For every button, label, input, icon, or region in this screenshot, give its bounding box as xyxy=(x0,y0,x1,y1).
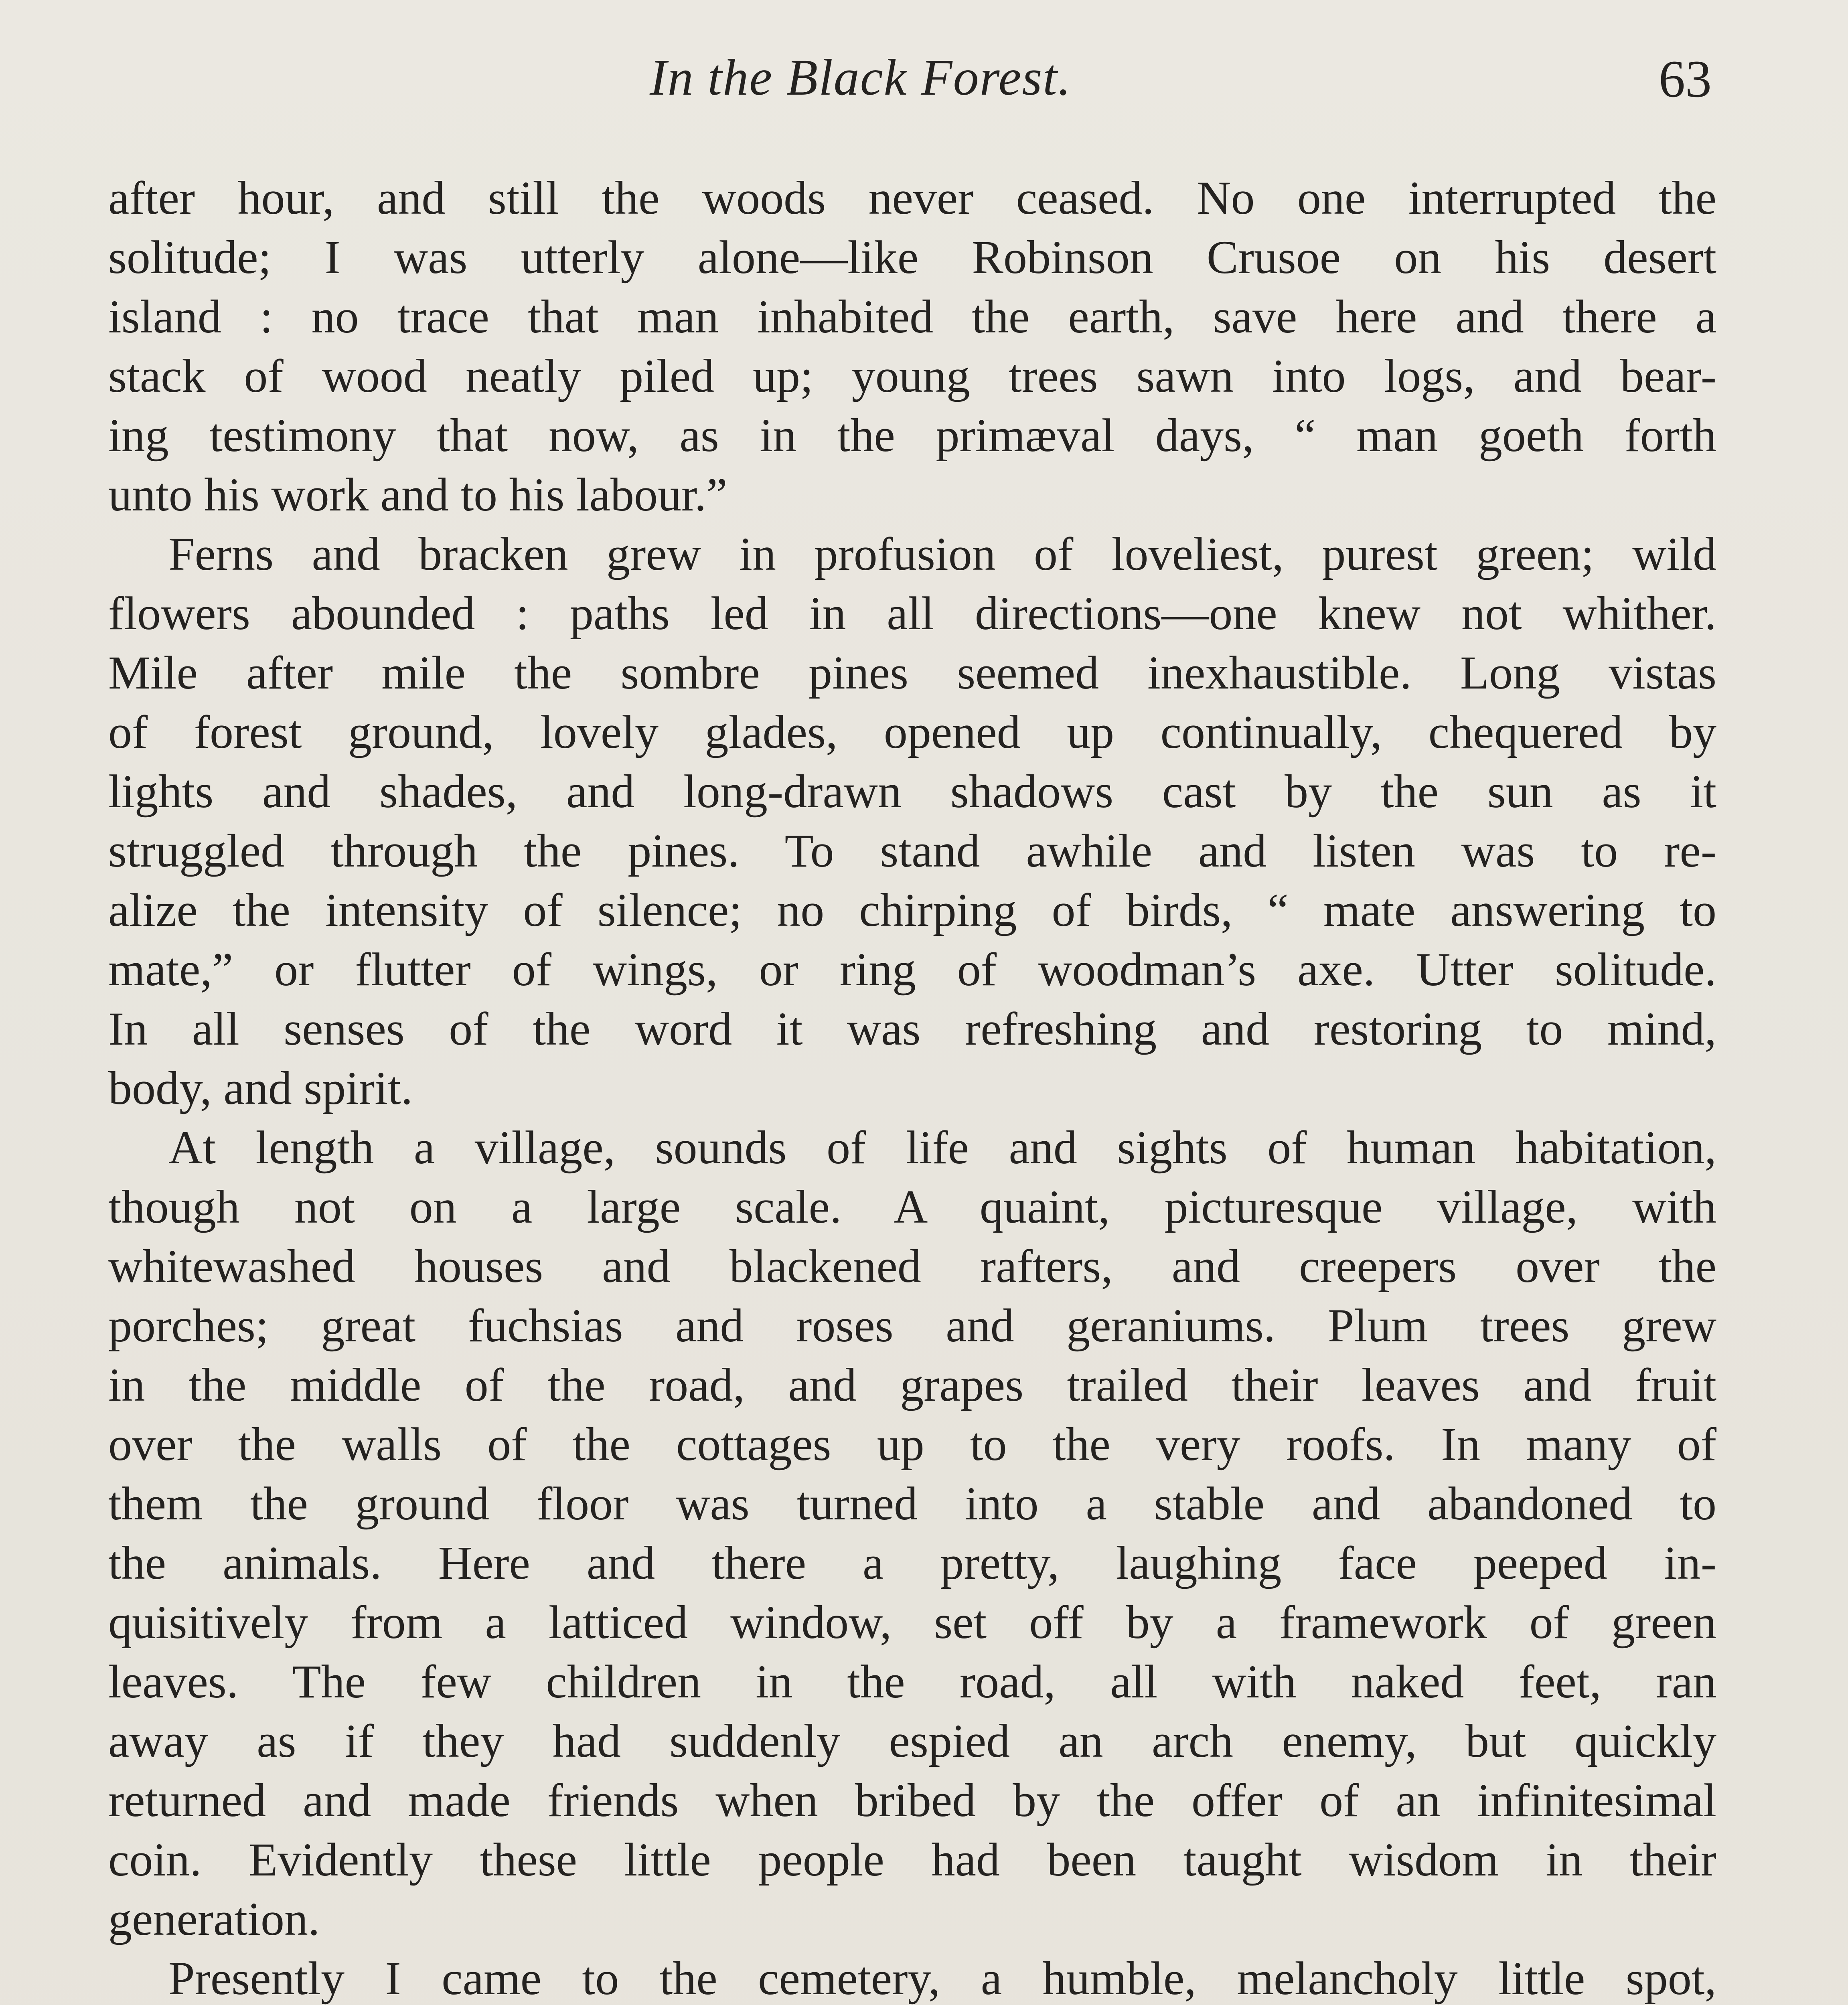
text-line: unto his work and to his labour.” xyxy=(108,468,727,521)
text-line: generation. xyxy=(108,1893,320,1945)
text-line: Presently I came to the cemetery, a humble, melancholy little spot, xyxy=(168,1952,1716,2005)
text-line: mate,” or flutter of wings, or ring of woodman’s axe. Utter solitude. xyxy=(108,943,1716,996)
text-line: whitewashed houses and blackened rafters, and creepers over the xyxy=(108,1240,1716,1292)
running-title: In the Black Forest. xyxy=(650,49,1072,106)
text-line: leaves. The few children in the road, all with naked feet, ran xyxy=(108,1655,1716,1708)
text-line: them the ground floor was turned into a stable and abandoned to xyxy=(108,1477,1716,1530)
text-line: Mile after mile the sombre pines seemed inexhaustible. Long vistas xyxy=(108,646,1716,699)
text-line: returned and made friends when bribed by the offer of an infinitesimal xyxy=(108,1774,1716,1827)
text-line: coin. Evidently these little people had been taught wisdom in their xyxy=(108,1833,1716,1886)
text-line: porches; great fuchsias and roses and geraniums. Plum trees grew xyxy=(108,1299,1716,1352)
text-line: in the middle of the road, and grapes trailed their leaves and fruit xyxy=(108,1359,1716,1411)
text-line: alize the intensity of silence; no chirping of birds, “ mate answering to xyxy=(108,884,1716,936)
text-line: At length a village, sounds of life and sights of human habitation, xyxy=(168,1121,1716,1174)
text-line: ing testimony that now, as in the primæval days, “ man goeth forth xyxy=(108,409,1716,462)
text-line: body, and spirit. xyxy=(108,1062,413,1114)
text-line: the animals. Here and there a pretty, laughing face peeped in- xyxy=(108,1537,1716,1589)
page-number: 63 xyxy=(1659,49,1712,108)
text-line: In all senses of the word it was refreshing and restoring to mind, xyxy=(108,1003,1716,1055)
text-line: over the walls of the cottages up to the very roofs. In many of xyxy=(108,1418,1716,1470)
text-line: though not on a large scale. A quaint, picturesque village, with xyxy=(108,1181,1716,1233)
text-line: after hour, and still the woods never ceased. No one interrupted the xyxy=(108,172,1716,224)
text-line: flowers abounded : paths led in all directions—one knew not whither. xyxy=(108,587,1716,640)
text-line: island : no trace that man inhabited the earth, save here and there a xyxy=(108,290,1716,343)
body-text xyxy=(108,168,1716,2005)
text-line: solitude; I was utterly alone—like Robinson Crusoe on his desert xyxy=(108,231,1716,284)
text-line: quisitively from a latticed window, set off by a framework of green xyxy=(108,1596,1716,1649)
text-line: of forest ground, lovely glades, opened up continually, chequered by xyxy=(108,706,1716,758)
text-line: stack of wood neatly piled up; young trees sawn into logs, and bear- xyxy=(108,350,1716,402)
text-line: Ferns and bracken grew in profusion of loveliest, purest green; wild xyxy=(168,528,1716,580)
text-line: away as if they had suddenly espied an arch enemy, but quickly xyxy=(108,1715,1716,1767)
text-line: struggled through the pines. To stand awhile and listen was to re- xyxy=(108,824,1716,877)
running-head xyxy=(0,48,1848,120)
text-line: lights and shades, and long-drawn shadows cast by the sun as it xyxy=(108,765,1716,818)
